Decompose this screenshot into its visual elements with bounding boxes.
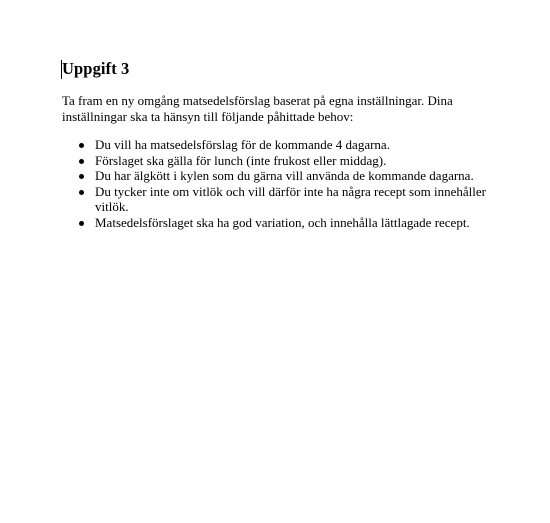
list-item-text: Förslaget ska gälla för lunch (inte frukost eller middag).: [95, 152, 387, 168]
document-content: [62, 58, 502, 230]
intro-paragraph: Ta fram en ny omgång matsedelsförslag baserat på egna inställningar. Dina inställningar ska ta hänsyn till följande påhittade behov:: [62, 93, 453, 124]
heading-row: [62, 58, 502, 80]
list-item: [62, 184, 502, 215]
list-item: [62, 168, 502, 184]
bullet-icon: [79, 159, 84, 164]
text-cursor: [61, 60, 62, 79]
list-item-text: Du vill ha matsedelsförslag för de kommande 4 dagarna.: [95, 137, 390, 152]
document-heading: Uppgift 3: [62, 59, 130, 78]
list-item-text: Du har älgkött i kylen som du gärna vill använda de kommande dagarna.: [95, 168, 474, 183]
list-item-text: Du tycker inte om vitlök och vill därför inte ha några recept som innehåller vitlök.: [95, 183, 486, 214]
list-item: [62, 153, 502, 169]
list-item: [62, 215, 502, 231]
list-item: [62, 137, 502, 153]
list-item-text: Matsedelsförslaget ska ha god variation, och innehålla lättlagade recept.: [95, 214, 470, 230]
bullet-icon: [79, 174, 84, 179]
bullet-icon: [79, 143, 84, 148]
bullet-icon: [79, 221, 84, 226]
requirements-list: [62, 137, 502, 230]
bullet-icon: [79, 190, 84, 195]
